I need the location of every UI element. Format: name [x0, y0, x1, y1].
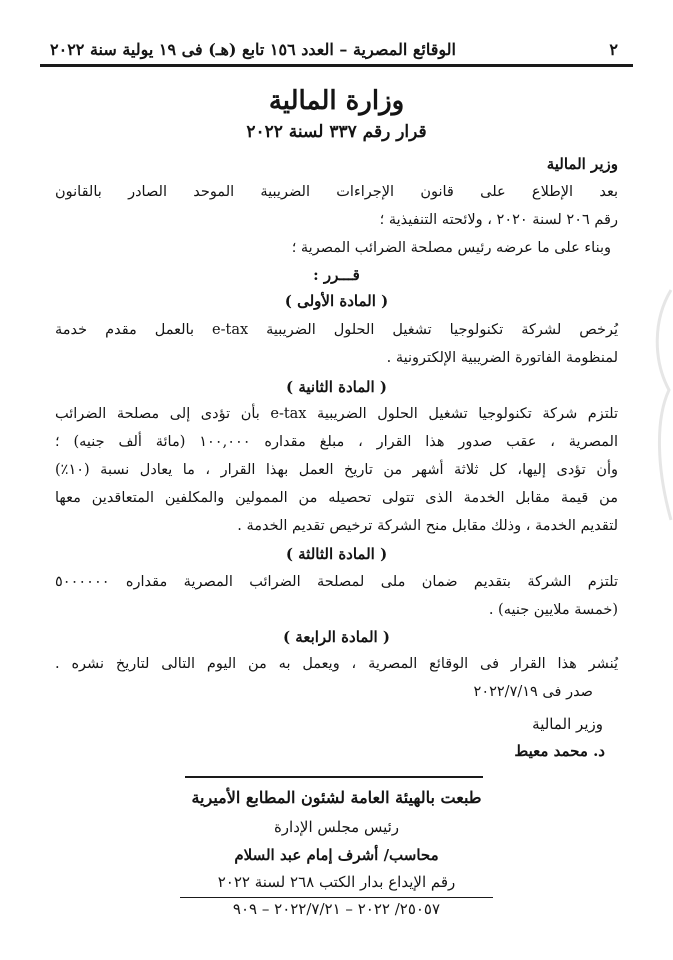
article-2-heading: ( المادة الثانية ) [286, 378, 387, 396]
footer-divider [185, 776, 483, 778]
preamble-line-3: وبناء على ما عرضه رئيس مصلحة الضرائب المصرية ؛ [291, 240, 611, 256]
print-code: ٢٥٠٥٧/ ٢٠٢٢ – ٢٠٢٢/٧/٢١ – ٩٠٩ [232, 900, 441, 918]
article-1-line-2: لمنظومة الفاتورة الضريبية الإلكترونية . [386, 350, 618, 366]
article-3-line-2: (خمسة ملايين جنيه) . [488, 602, 618, 618]
article-2-line-2: المصرية ، عقب صدور هذا القرار ، مبلغ مقداره ١٠٠,٠٠٠ (مائة ألف جنيه) ؛ [55, 434, 618, 450]
preamble-line-1: بعد الإطلاع على قانون الإجراءات الضريبية الموحد الصادر بالقانون [55, 184, 618, 200]
article-2-line-5: لتقديم الخدمة ، وذلك مقابل منح الشركة ترخيص تقديم الخدمة . [237, 518, 618, 534]
page-number: ٢ [609, 39, 618, 59]
deposit-underline [180, 897, 493, 898]
article-1-heading: ( المادة الأولى ) [284, 292, 389, 310]
decided-heading: قـــرر : [313, 266, 360, 284]
printer-line: طبعت بالهيئة العامة لشئون المطابع الأميرية [191, 788, 482, 807]
article-2-line-1: تلتزم شركة تكنولوجيا تشغيل الحلول الضريبية e-tax بأن تؤدى إلى مصلحة الضرائب [55, 406, 618, 422]
article-3-heading: ( المادة الثالثة ) [285, 545, 388, 563]
issuer-heading: وزير المالية [546, 155, 618, 173]
accountant-name: محاسب/ أشرف إمام عبد السلام [234, 846, 439, 864]
decree-title: قرار رقم ٣٣٧ لسنة ٢٠٢٢ [246, 122, 427, 142]
deposit-number: رقم الإيداع بدار الكتب ٢٦٨ لسنة ٢٠٢٢ [217, 873, 456, 891]
article-1-line-1: يُرخص لشركة تكنولوجيا تشغيل الحلول الضريبية e-tax بالعمل مقدم خدمة [55, 322, 618, 338]
ministry-title: وزارة المالية [268, 86, 405, 116]
signatory-name: د. محمد معيط [514, 742, 605, 760]
publication-line: الوقائع المصرية – العدد ١٥٦ تابع (هـ) فى ١٩ يولية سنة ٢٠٢٢ [50, 39, 456, 59]
article-4-heading: ( المادة الرابعة ) [282, 628, 390, 646]
article-3-line-1: تلتزم الشركة بتقديم ضمان ملى لمصلحة الضرائب المصرية مقداره ٥٠٠٠٠٠٠ [55, 574, 619, 590]
preamble-line-2: رقم ٢٠٦ لسنة ٢٠٢٠ ، ولائحته التنفيذية ؛ [379, 212, 618, 228]
issued-date: صدر فى ٢٠٢٢/٧/١٩ [473, 684, 593, 700]
signatory-title: وزير المالية [532, 715, 603, 733]
board-chair-title: رئيس مجلس الإدارة [273, 818, 400, 836]
header-divider [40, 64, 633, 67]
article-2-line-4: من قيمة مقابل الخدمة الذى تتولى تحصيله من الممولين والمكلفين المتعاقدين معها [55, 490, 618, 506]
article-2-line-3: وأن تؤدى إليها، كل ثلاثة أشهر من تاريخ العمل بهذا القرار ، ما يعادل نسبة (١٠٪) [55, 462, 618, 478]
page-header [50, 38, 618, 60]
watermark-stamp [633, 280, 673, 540]
article-4-line-1: يُنشر هذا القرار فى الوقائع المصرية ، ويعمل به من اليوم التالى لتاريخ نشره . [55, 656, 618, 672]
